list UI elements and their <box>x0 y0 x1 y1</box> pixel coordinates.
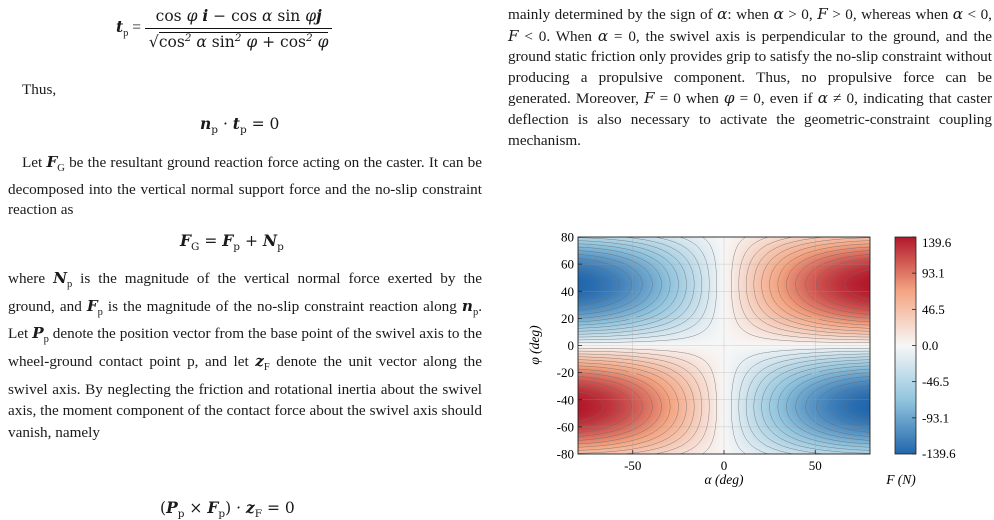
colorbar-tick-label: 46.5 <box>922 301 945 317</box>
colorbar-label: F (N) <box>886 472 916 487</box>
y-tick-label: -40 <box>556 392 574 408</box>
paragraph-swivel-moment: where $N_p$ is the magnitude of the vertical normal force exerted by the ground, and $F_p$ is the magnitude of the no-slip constraint reaction along $n_p$. Let $P_p$ denote the position vector from the base point of the swivel axis to the wheel-ground contact point p, and let $z_F$ denote the unit vector along the swivel axis. By neglecting the friction and rotational inertia about the swivel axis, the moment component of the contact force about the swivel axis should vanish, namely <box>8 269 483 441</box>
y-tick-label: -80 <box>556 446 574 462</box>
ground-force-equation: $F_G = F_p + N_p$ <box>180 231 284 254</box>
tp-denominator: $√\cos^2$ α $\sin^2 \varphi + \cos^2 \varphi$ <box>148 32 329 52</box>
paragraph-reaction-force: Let $F_G$ be the resultant ground reaction force acting on the caster. It can be decomposed into the vertical normal support force and the no-slip constraint reaction as <box>8 153 482 219</box>
paragraph-sign-analysis: mainly determined by the sign of α: when α > 0, F > 0, whereas when α < 0, F < 0. When α = 0, the swivel axis is perpendicular to the ground, and the ground static friction only provides grip to satisfy the no-slip constraint without producing a propulsive component. Thus, no propulsive force can be generated. Moreover, F = 0 when φ = 0, even if α ≠ 0, indicating that caster deflection is also necessary to activate the geometric-constraint coupling mechanism. <box>508 5 993 149</box>
x-tick-label: 50 <box>808 458 822 473</box>
y-tick-label: 60 <box>561 256 574 272</box>
x-tick-label: 0 <box>720 458 728 473</box>
colorbar-tick-label: 139.6 <box>922 235 952 250</box>
y-tick-label: 0 <box>567 338 574 353</box>
colorbar-tick-label: 93.1 <box>922 265 945 281</box>
y-tick-label: -60 <box>556 419 574 435</box>
colorbar-tick-label: -46.5 <box>922 374 950 390</box>
normal-tangent-dot-equation: $n_p \cdot t_p = 0$ <box>200 114 280 137</box>
y-tick-label: -20 <box>556 365 574 381</box>
y-tick-label: 40 <box>561 283 574 299</box>
colorbar-tick-label: -93.1 <box>922 410 950 426</box>
y-axis-label: φ (deg) <box>527 325 542 365</box>
moment-equation: $(P_p \times F_p) \cdot z_F = 0$ <box>160 498 295 520</box>
x-tick-label: -50 <box>624 458 642 473</box>
colorbar-tick-label: -139.6 <box>922 446 956 461</box>
colorbar-ticks <box>912 235 956 461</box>
tp-symbol: t <box>116 17 124 37</box>
equals-sign: = <box>132 19 145 37</box>
y-tick-label: 80 <box>561 229 574 245</box>
tp-subscript: p <box>123 28 129 40</box>
tp-numerator: cos φ i − cos α sin φj <box>145 6 333 29</box>
y-tick-label: 20 <box>561 310 574 326</box>
x-axis-label: α (deg) <box>704 472 744 487</box>
colorbar-tick-label: 0.0 <box>922 338 939 353</box>
thus-label: Thus, <box>22 81 57 98</box>
y-axis-ticks <box>557 230 582 462</box>
